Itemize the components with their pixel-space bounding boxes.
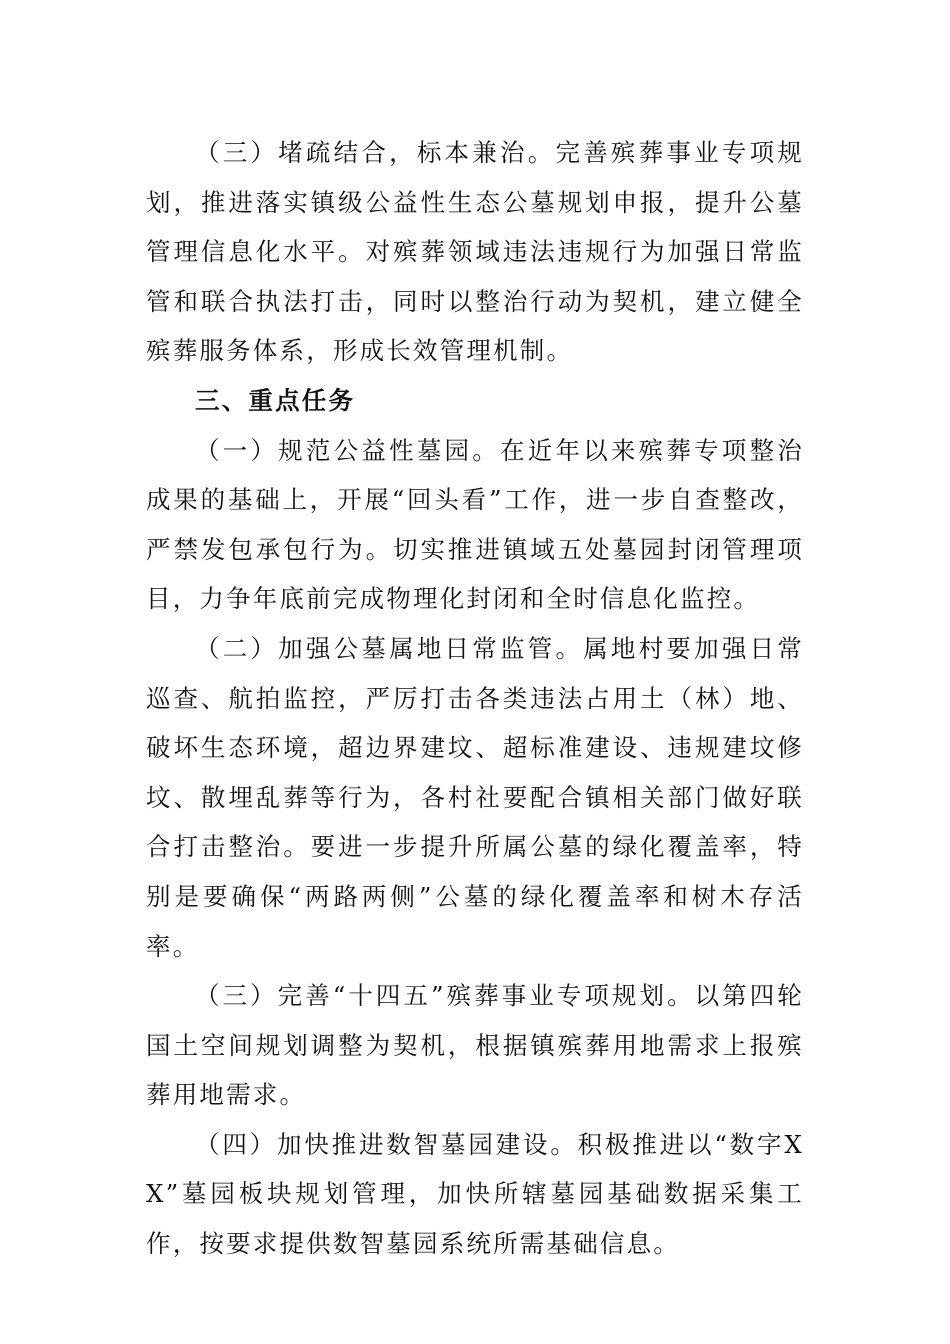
document-page bbox=[146, 128, 804, 1269]
paragraph-task-1: （一）规范公益性墓园。在近年以来殡葬专项整治成果的基础上，开展“回头看”工作，进一步自查整改，严禁发包承包行为。切实推进镇域五处墓园封闭管理项目，力争年底前完成物理化封闭和全时信息化监控。 bbox=[146, 435, 804, 614]
paragraph-principle-3: （三）堵疏结合，标本兼治。完善殡葬事业专项规划，推进落实镇级公益性生态公墓规划申报，提升公墓管理信息化水平。对殡葬领域违法违规行为加强日常监管和联合执法打击，同时以整治行动为契机，建立健全殡葬服务体系，形成长效管理机制。 bbox=[146, 138, 804, 366]
section-heading-key-tasks: 三、重点任务 bbox=[195, 385, 356, 415]
paragraph-task-4: （四）加快推进数智墓园建设。积极推进以“数字XX”墓园板块规划管理，加快所辖墓园基础数据采集工作，按要求提供数智墓园系统所需基础信息。 bbox=[146, 1129, 804, 1259]
paragraph-task-3: （三）完善“十四五”殡葬事业专项规划。以第四轮国土空间规划调整为契机，根据镇殡葬用地需求上报殡葬用地需求。 bbox=[146, 981, 804, 1110]
paragraph-task-2: （二）加强公墓属地日常监管。属地村要加强日常巡查、航拍监控，严厉打击各类违法占用土（林）地、破坏生态环境，超边界建坟、超标准建设、违规建坟修坟、散埋乱葬等行为，各村社要配合镇相关部门做好联合打击整治。要进一步提升所属公墓的绿化覆盖率，特别是要确保“两路两侧”公墓的绿化覆盖率和树木存活率。 bbox=[146, 633, 804, 961]
